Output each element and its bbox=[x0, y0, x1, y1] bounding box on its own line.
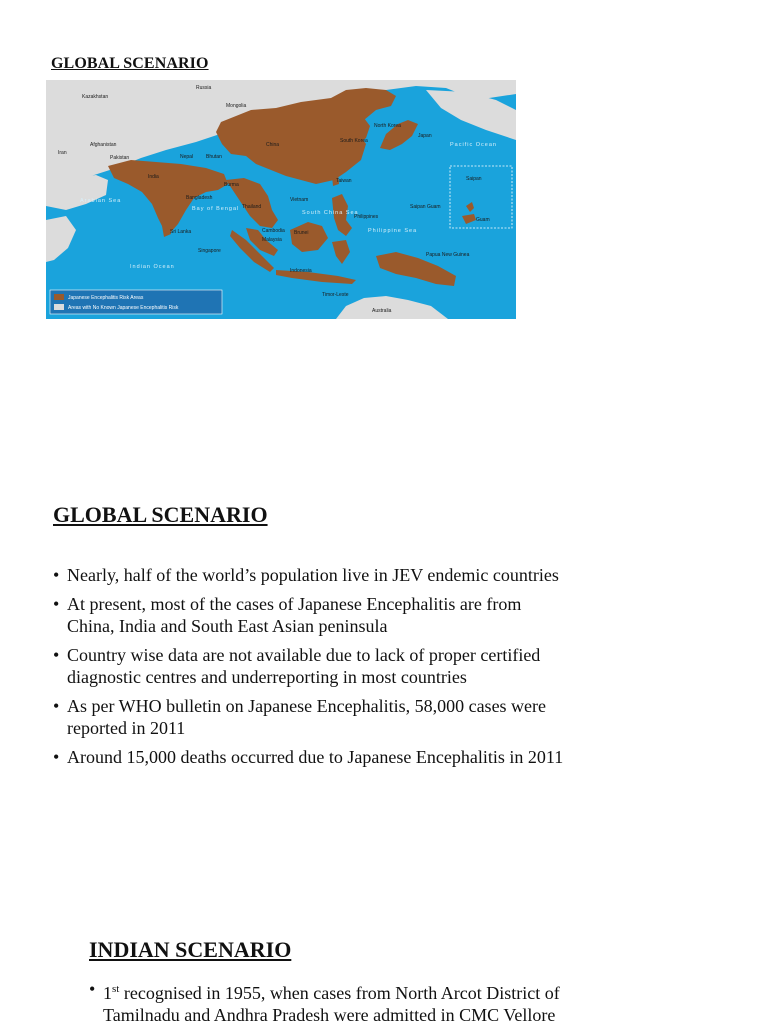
map-label-nepal: Nepal bbox=[180, 154, 194, 160]
map-label-afghanistan: Afghanistan bbox=[90, 142, 117, 148]
map-label-vietnam: Vietnam bbox=[290, 197, 309, 203]
list-item bbox=[53, 695, 573, 739]
map-label-north-korea: North Korea bbox=[374, 123, 401, 129]
global-scenario-bullets bbox=[53, 564, 573, 775]
bullet-text: Country wise data are not available due to lack of proper certified diagnostic centres and underreporting in most countries bbox=[67, 645, 541, 687]
map-label-malaysia: Malaysia bbox=[262, 237, 282, 243]
page-heading-global-scenario: GLOBAL SCENARIO bbox=[51, 55, 209, 72]
map-label-thailand: Thailand bbox=[242, 204, 262, 210]
bullet-ordinal: 1 bbox=[103, 983, 112, 1003]
bullet-text: As per WHO bulletin on Japanese Encephalitis, 58,000 cases were reported in 2011 bbox=[67, 696, 547, 738]
bullet-text: Around 15,000 deaths occurred due to Japanese Encephalitis in 2011 bbox=[67, 747, 564, 767]
bullet-dot: • bbox=[53, 565, 60, 585]
map-legend bbox=[50, 290, 222, 314]
map-label-india: India bbox=[148, 174, 159, 180]
list-item bbox=[53, 593, 573, 637]
je-risk-map bbox=[46, 80, 516, 319]
map-label-kazakhstan: Kazakhstan bbox=[82, 94, 109, 100]
bullet-dot: • bbox=[53, 696, 60, 716]
map-label-papua-new-guinea: Papua New Guinea bbox=[426, 252, 470, 258]
bullet-dot: • bbox=[89, 979, 96, 999]
list-item bbox=[53, 564, 573, 586]
map-label-cambodia: Cambodia bbox=[262, 228, 285, 234]
list-item bbox=[53, 644, 573, 688]
map-label-south-korea: South Korea bbox=[340, 138, 368, 144]
map-label-bhutan: Bhutan bbox=[206, 154, 222, 160]
map-label-timor-leste: Timor-Leste bbox=[322, 292, 349, 298]
indian-scenario-bullets bbox=[89, 978, 569, 1033]
map-label-arabian-sea: Arabian Sea bbox=[80, 198, 122, 204]
section-heading-global-scenario: GLOBAL SCENARIO bbox=[53, 502, 268, 527]
map-label-south-china-sea: South China Sea bbox=[302, 210, 359, 216]
map-label-indonesia: Indonesia bbox=[290, 268, 312, 274]
map-label-brunei: Brunei bbox=[294, 230, 309, 236]
bullet-ordinal-suffix: st bbox=[112, 983, 120, 995]
map-label-singapore: Singapore bbox=[198, 248, 221, 254]
map-label-iran: Iran bbox=[58, 150, 67, 156]
map-label-japan: Japan bbox=[418, 133, 432, 139]
bullet-text: Nearly, half of the world’s population live in JEV endemic countries bbox=[67, 565, 559, 585]
map-label-burma: Burma bbox=[224, 182, 239, 188]
map-label-saipan-guam: Saipan Guam bbox=[410, 204, 441, 210]
map-label-russia: Russia bbox=[196, 85, 212, 91]
list-item bbox=[89, 978, 569, 1026]
map-label-mongolia: Mongolia bbox=[226, 103, 247, 109]
map-label-saipan: Saipan bbox=[466, 176, 482, 182]
map-label-taiwan: Taiwan bbox=[336, 178, 352, 184]
legend-swatch-no-risk bbox=[54, 304, 64, 310]
map-label-bay-of-bengal: Bay of Bengal bbox=[192, 206, 240, 212]
bullet-text: At present, most of the cases of Japanese Encephalitis are from China, India and South East Asian peninsula bbox=[67, 594, 522, 636]
bullet-dot: • bbox=[53, 747, 60, 767]
bullet-text: recognised in 1955, when cases from North Arcot District of Tamilnadu and Andhra Pradesh were admitted in CMC Vellore bbox=[103, 983, 560, 1025]
section-heading-indian-scenario: INDIAN SCENARIO bbox=[89, 937, 292, 962]
legend-label-risk: Japanese Encephalitis Risk Areas bbox=[68, 295, 144, 301]
map-label-pacific-ocean: Pacific Ocean bbox=[450, 142, 497, 148]
map-label-bangladesh: Bangladesh bbox=[186, 195, 213, 201]
map-label-australia: Australia bbox=[372, 308, 392, 314]
map-label-philippine-sea: Philippine Sea bbox=[368, 228, 418, 234]
legend-swatch-risk bbox=[54, 294, 64, 300]
map-label-china: China bbox=[266, 142, 280, 148]
map-label-guam: Guam bbox=[476, 217, 490, 223]
legend-label-no-risk: Areas with No Known Japanese Encephalitis Risk bbox=[68, 305, 179, 311]
map-label-pakistan: Pakistan bbox=[110, 155, 130, 161]
map-label-indian-ocean: Indian Ocean bbox=[130, 264, 175, 270]
bullet-dot: • bbox=[53, 645, 60, 665]
list-item bbox=[53, 746, 573, 768]
map-label-philippines: Philippines bbox=[354, 214, 379, 220]
bullet-dot: • bbox=[53, 594, 60, 614]
map-label-sri-lanka: Sri Lanka bbox=[170, 229, 192, 235]
